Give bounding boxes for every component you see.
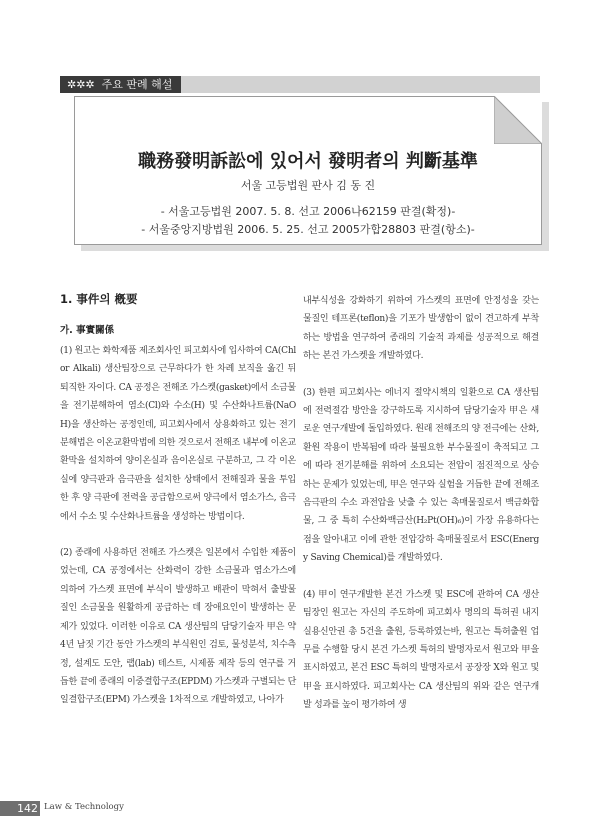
- paragraph: (2) 종래에 사용하던 전해조 가스켓은 일본에서 수입한 제품이었는데, CA 공정에서는 산화력이 강한 소금물과 염소가스에 의하여 가스켓 표면에 부식이 발생하고 배관이 막혀서 출발물질인 소금물을 원활하게 공급하는 데 장애요인이 발생하는 문제가 있었다. 이러한 이유로 CA 생산팀의 담당기술자 甲은 약 4년 남짓 기간 동안 가스켓의 부식원인 검토, 물성분석, 치수측정, 설계도 도안, 랩(lab) 테스트, 시제품 제작 등의 연구를 거듭한 끝에 종래의 이중결합구조(EPDM) 가스켓과 구별되는 단일결합구조(EPM) 가스켓을 1차적으로 개발하였고, 나아가: [60, 548, 297, 706]
- publication-name: Law & Technology: [44, 802, 124, 812]
- title-box: [74, 96, 542, 245]
- paragraph: (3) 한편 피고회사는 에너지 절약시책의 일환으로 CA 생산팀에 전력절감 방안을 강구하도록 지시하여 담당기술자 甲은 새로운 연구개발에 돌입하였다. 원래 전해조의 양 전극에는 산화, 환원 작용이 반복됨에 따라 불필요한 부수물질이 축적되고 그에 따라 전기분해를 위하여 소요되는 전압이 점진적으로 상승하는 문제가 있었는데, 甲은 연구와 실험을 거듭한 끝에 전해조 음극판의 수소 과전압을 낮출 수 있는 촉매물질로서 백금화합물, 그 중 특히 수산화백금산(H₂Pt(OH)₆)이 가장 유용하다는 점을 알아내고 이에 관한 전압강하 촉매물질로서 ESC(Energy Saving Chemical)를 개발하였다.: [303, 387, 539, 564]
- page-fold-corner: [494, 96, 542, 144]
- paragraph: 내부식성을 강화하기 위하여 가스켓의 표면에 안정성을 갖는 물질인 테프론(teflon)을 기포가 발생함이 없이 견고하게 부착하는 방법을 연구하여 종래의 기술적 과제를 성공적으로 해결하는 본건 가스켓을 개발하였다.: [303, 296, 539, 362]
- article-author: 서울 고등법원 판사 김 동 진: [240, 179, 376, 192]
- banner-stars: ✲✲✲: [67, 78, 95, 91]
- right-column: [303, 292, 539, 715]
- case-citation-2: - 서울중앙지방법원 2006. 5. 25. 선고 2005가합28803 판결(항소)-: [141, 223, 475, 236]
- paragraph: (4) 甲이 연구개발한 본건 가스켓 및 ESC에 관하여 CA 생산팀장인 원고는 자신의 주도하에 피고회사 명의의 특허권 내지 실용신안권 총 5건을 출원, 등록하였는바, 원고는 특허출원 업무를 수행할 당시 본건 가스켓 특허의 발명자로서 원고와 甲을 표시하였고, 본건 ESC 특허의 발명자로서 공장장 X와 원고 및 甲을 표시하였다. 피고회사는 CA 생산팀의 위와 같은 연구개발 성과를 높이 평가하여 생: [303, 589, 539, 711]
- banner-label: [60, 76, 181, 93]
- paragraph: (1) 원고는 화학제품 제조회사인 피고회사에 입사하여 CA(Chlor Alkali) 생산팀장으로 근무하다가 한 차례 보직을 옮긴 뒤 퇴직한 자이다. CA 공정은 전해조 가스켓(gasket)에서 소금물을 전기분해하여 염소(Cl)와 수소(H) 및 수산화나트륨(NaOH)을 생산하는 공정인데, 피고회사에서 상용화하고 있는 전기분해법은 이온교환막법에 의한 것으로서 전해조 내부에 이온교환막을 설치하여 양이온실과 음이온실로 구분하고, 그 각 이온실에 양극판과 음극판을 설치한 상태에서 전해질과 물을 투입한 후 양 극판에 전력을 공급함으로써 양극에서 염소가스, 음극에서 수소 및 수산화나트륨을 생성하는 방법이다.: [60, 346, 296, 522]
- subsection-heading: 가. 事實關係: [60, 325, 115, 336]
- article-title: 職務發明訴訟에 있어서 發明者의 判斷基準: [138, 151, 478, 172]
- case-citation-1: - 서울고등법원 2007. 5. 8. 선고 2006나62159 판결(확정)-: [160, 205, 456, 218]
- left-column: [60, 292, 296, 710]
- section-heading: 1. 事件의 槪要: [60, 292, 138, 306]
- banner-text: 주요 판례 해설: [101, 78, 173, 91]
- page-number: 142: [0, 801, 40, 816]
- section-banner: [60, 76, 540, 93]
